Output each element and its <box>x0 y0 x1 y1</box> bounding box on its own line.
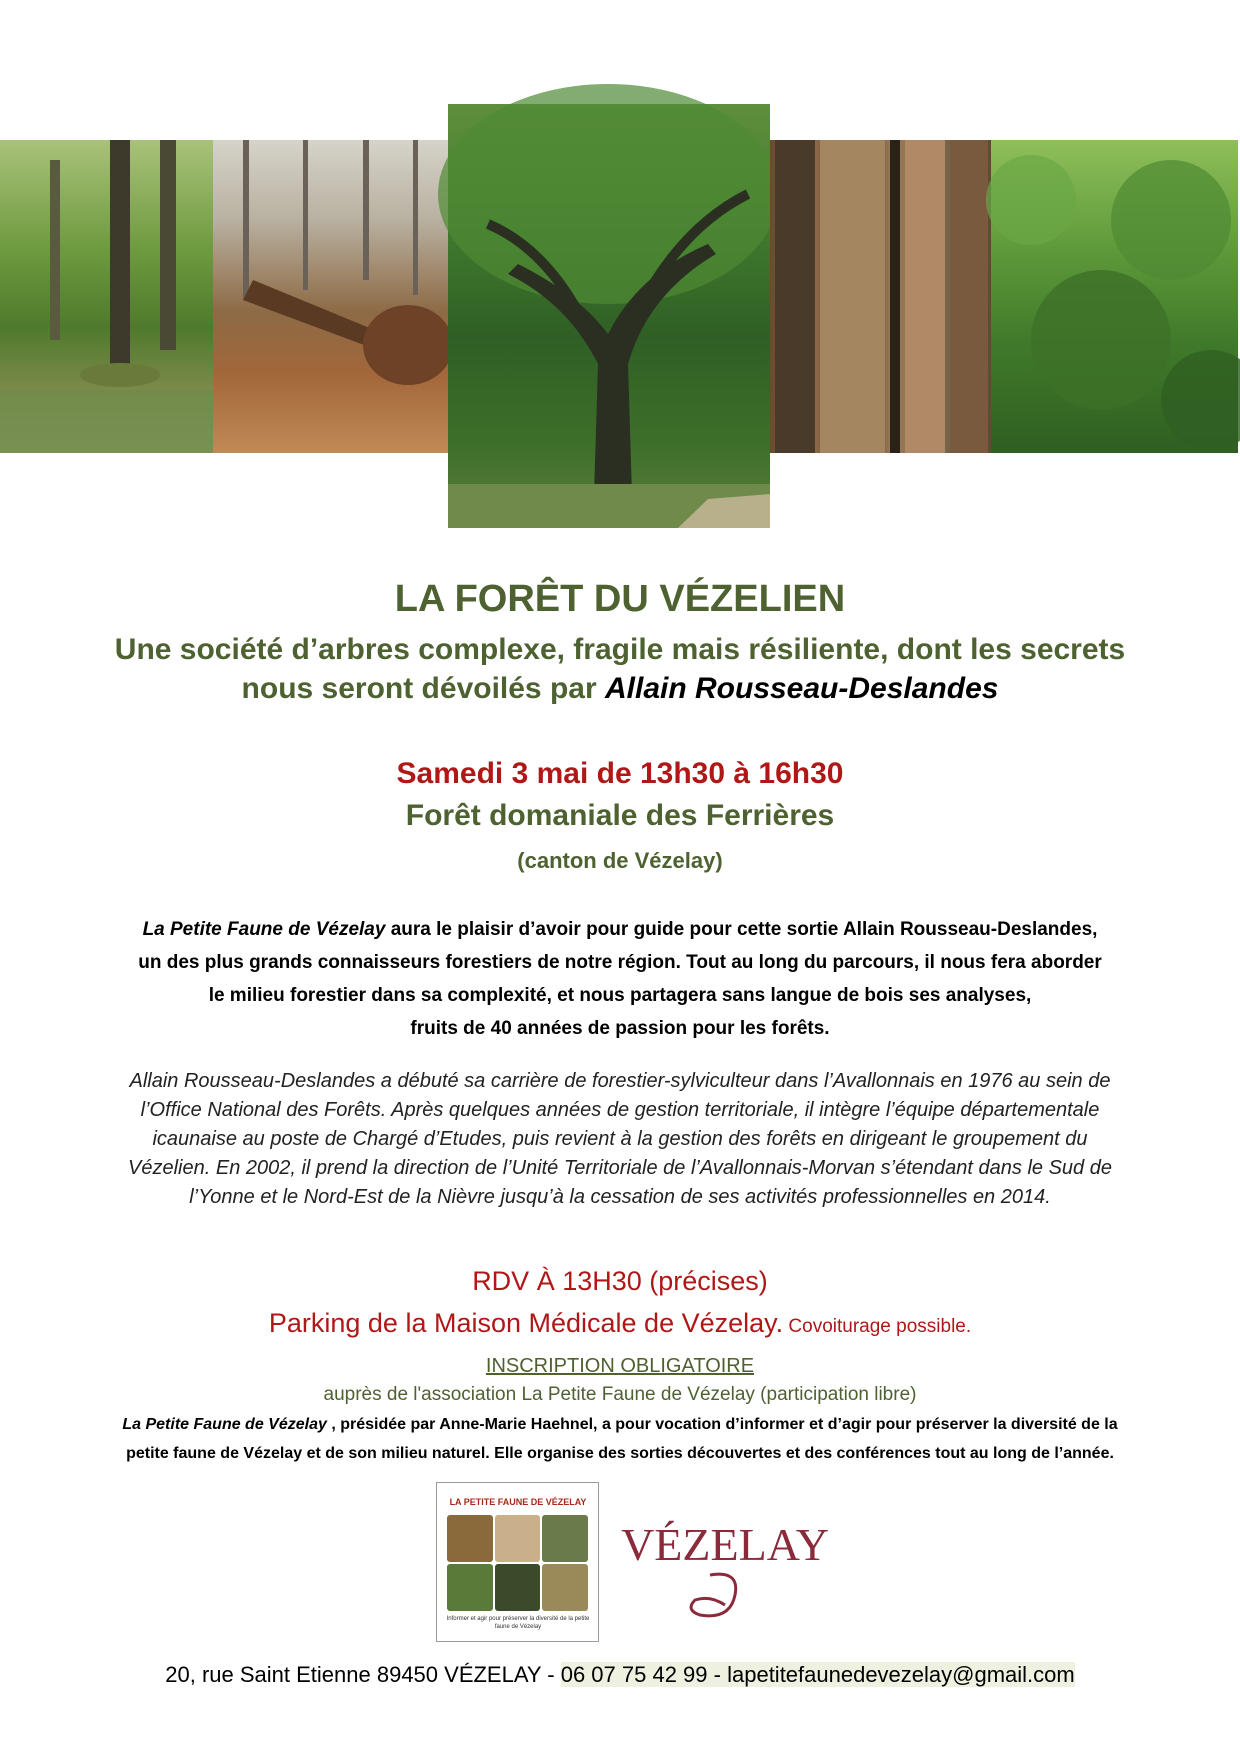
subtitle-line-2-text: nous seront dévoilés par <box>241 672 597 705</box>
association-logo-title: LA PETITE FAUNE DE VÉZELAY <box>449 1497 587 1507</box>
speaker-bio <box>0 1067 1240 1212</box>
intro-line-1-text: aura le plaisir d’avoir pour guide pour cette sortie Allain Rousseau-Deslandes, <box>385 919 1098 940</box>
vezelay-logo-swirl <box>691 1574 736 1616</box>
event-date-time: Samedi 3 mai de 13h30 à 16h30 <box>396 757 844 790</box>
logo-photo-snail <box>542 1564 588 1611</box>
logo-photo-insect <box>495 1564 541 1611</box>
vezelay-town-logo <box>621 1500 829 1640</box>
assoc-name: La Petite Faune de Vézelay <box>122 1416 327 1433</box>
parking-text: Parking de la Maison Médicale de Vézelay. <box>268 1308 784 1338</box>
association-logo <box>436 1482 599 1642</box>
meeting-place <box>0 1308 1240 1339</box>
logo-photo-animal <box>495 1515 541 1562</box>
carpool-note: Covoiturage possible. <box>783 1316 972 1337</box>
association-logo-tagline: Informer et agir pour préserver la diversité de la petite faune de Vézelay <box>446 1616 590 1630</box>
speaker-name: Allain Rousseau-Deslandes <box>604 672 999 705</box>
registration-with: auprès de l'association La Petite Faune de Vézelay (participation libre) <box>323 1384 917 1405</box>
bio-line-4: Vézelien. En 2002, il prend la direction de l’Unité Territoriale de l’Avallonnais-Morvan s’étendant dans le Sud de <box>128 1157 1112 1179</box>
association-logo-photos <box>447 1515 588 1611</box>
vezelay-logo-text: VÉZELAY <box>621 1519 829 1570</box>
logo-photo-village <box>447 1515 493 1562</box>
photo-forest-path-trees <box>0 140 213 453</box>
logo-photo-bird <box>542 1515 588 1562</box>
photo-tree-trunks <box>770 140 991 453</box>
footer-separator: - <box>707 1662 728 1687</box>
photo-fallen-tree-autumn <box>213 140 448 453</box>
intro-paragraph <box>0 913 1240 1045</box>
photo-large-oak-tree <box>448 104 770 528</box>
meeting-time: RDV À 13H30 (précises) <box>472 1266 768 1296</box>
bio-line-2: l’Office National des Forêts. Après quelques années de gestion territoriale, il intègre l’équipe départementale <box>140 1099 1100 1121</box>
logo-photo-frog <box>447 1564 493 1611</box>
event-location: Forêt domaniale des Ferrières <box>405 799 835 832</box>
association-name: La Petite Faune de Vézelay <box>142 919 386 940</box>
event-subtitle <box>0 630 1240 708</box>
photo-dense-green-foliage <box>991 140 1238 453</box>
subtitle-line-2 <box>0 669 1240 708</box>
assoc-line-1-text: , présidée par Anne-Marie Haehnel, a pour vocation d’informer et d’agir pour préserver la diversité de la <box>326 1416 1118 1433</box>
bio-line-3: icaunaise au poste de Chargé d’Etudes, puis revient à la gestion des forêts en dirigeant le groupement du <box>152 1128 1088 1150</box>
bio-line-5: l’Yonne et le Nord-Est de la Nièvre jusqu’à la cessation de ses activités professionnelles en 2014. <box>189 1186 1051 1208</box>
assoc-line-1 <box>0 1410 1240 1439</box>
address: 20, rue Saint Etienne 89450 VÉZELAY - <box>165 1662 561 1687</box>
intro-line-2: un des plus grands connaisseurs forestiers de notre région. Tout au long du parcours, il nous fera aborder <box>138 952 1102 973</box>
event-canton: (canton de Vézelay) <box>517 848 723 873</box>
registration-heading: INSCRIPTION OBLIGATOIRE <box>485 1355 755 1377</box>
email-address[interactable]: lapetitefaunedevezelay@gmail.com <box>727 1662 1075 1687</box>
assoc-line-2: petite faune de Vézelay et de son milieu naturel. Elle organise des sorties découvertes et des conférences tout au long de l’année. <box>126 1445 1114 1462</box>
event-title: LA FORÊT DU VÉZELIEN <box>394 578 846 620</box>
intro-line-1 <box>0 913 1240 946</box>
intro-line-3: le milieu forestier dans sa complexité, et nous partagera sans langue de bois ses analyses, <box>208 985 1032 1006</box>
association-description <box>0 1410 1240 1468</box>
contact-footer <box>0 1662 1240 1688</box>
subtitle-line-1: Une société d’arbres complexe, fragile mais résiliente, dont les secrets <box>114 633 1126 666</box>
intro-line-4: fruits de 40 années de passion pour les forêts. <box>410 1018 830 1039</box>
bio-line-1: Allain Rousseau-Deslandes a débuté sa carrière de forestier-sylviculteur dans l’Avallonnais en 1976 au sein de <box>129 1070 1111 1092</box>
phone-number[interactable]: 06 07 75 42 99 <box>560 1662 708 1687</box>
